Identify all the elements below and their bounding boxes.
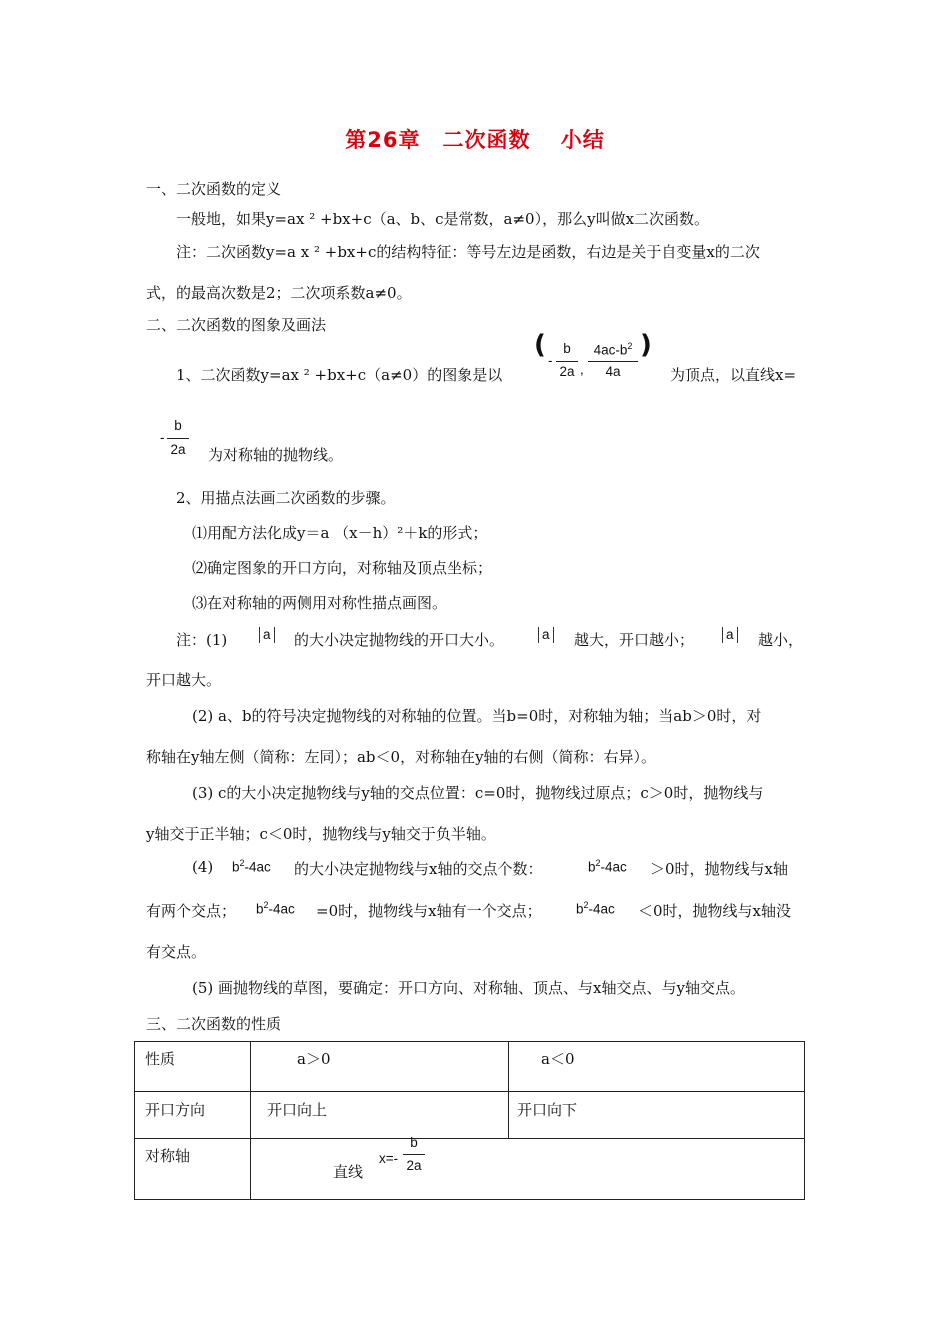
vertex-x-fraction: [548, 341, 578, 381]
vertex-y-fraction: [588, 341, 638, 381]
vertex-x-numerator: b: [563, 341, 571, 356]
note4-text-c: 有两个交点；: [146, 902, 237, 920]
discriminant-3: [256, 900, 295, 917]
page-title: 第26章 二次函数 小结: [345, 128, 605, 152]
disc-rest: -4ac: [600, 859, 627, 875]
abs-bar-left-1: [259, 627, 260, 643]
table-cell: [135, 1092, 251, 1139]
row-axis-text: 直线: [333, 1163, 364, 1181]
disc-rest: -4ac: [588, 901, 615, 917]
vertex-y-denominator: 4a: [605, 364, 621, 379]
table-row: [135, 1139, 805, 1200]
axis-numerator: b: [174, 418, 182, 433]
properties-table: [134, 1041, 805, 1200]
abs-a-2: a: [542, 627, 550, 642]
graph-item1-text: 1、二次函数y=ax ² +bx+c（a≠0）的图象是以: [176, 366, 503, 384]
table-row: [135, 1092, 805, 1139]
structure-note-line2: 式，的最高次数是2；二次项系数a≠0。: [146, 284, 412, 302]
vertex-x-denominator: 2a: [559, 364, 575, 379]
note1-label: 注：(1): [176, 631, 228, 649]
disc-b: b: [232, 859, 240, 875]
graph-item1-axis-suffix: 为对称轴的抛物线。: [208, 446, 344, 464]
note5-text: (5) 画抛物线的草图，要确定：开口方向、对称轴、顶点、与x轴交点、与y轴交点。: [192, 979, 745, 997]
note4-text-d: =0时，抛物线与x轴有一个交点；: [316, 902, 542, 920]
disc-b: b: [576, 901, 584, 917]
table-row: [135, 1042, 805, 1092]
note2-line1: (2) a、b的符号决定抛物线的对称轴的位置。当b=0时，对称轴为轴；当ab＞0时，对: [192, 707, 762, 725]
vertex-y-fraction-bar: [588, 361, 638, 362]
vertex-y-numerator: [588, 341, 638, 358]
note2-line2: 称轴在y轴左侧（简称：左同）；ab＜0，对称轴在y轴的右侧（简称：右异）。: [146, 748, 657, 766]
note4-label: (4): [192, 858, 214, 876]
section3-heading: 三、二次函数的性质: [146, 1015, 282, 1033]
row-opening-up: 开口向上: [267, 1101, 328, 1119]
axis-minus: -: [160, 430, 165, 445]
vertex-y-exponent: 2: [627, 341, 633, 351]
definition-text: 一般地，如果y=ax ² +bx+c（a、b、c是常数，a≠0），那么y叫做x二次函数。: [176, 210, 710, 228]
table-cell: [251, 1042, 509, 1092]
discriminant-2: [588, 858, 627, 875]
header-property: 性质: [145, 1050, 176, 1068]
abs-bar-left-3: [722, 627, 723, 643]
section1-heading: 一、二次函数的定义: [146, 180, 282, 198]
disc-b: b: [256, 901, 264, 917]
row-axis-prefix: x=-: [379, 1151, 399, 1166]
table-cell: [135, 1042, 251, 1092]
note1-text-a: 的大小决定抛物线的开口大小。: [294, 631, 505, 649]
disc-exponent: 2: [263, 900, 269, 910]
abs-bar-right-2: [553, 627, 554, 643]
discriminant-4: [576, 900, 615, 917]
note3-line2: y轴交于正半轴；c＜0时，抛物线与y轴交于负半轴。: [146, 825, 496, 843]
right-paren: ): [640, 330, 652, 360]
row-axis-label: 对称轴: [145, 1147, 191, 1165]
table-cell: [251, 1092, 509, 1139]
note1-text-d: 开口越大。: [146, 671, 222, 689]
step2-text: ⑵确定图象的开口方向，对称轴及顶点坐标；: [192, 559, 493, 577]
structure-note-line1: 注：二次函数y=a x ² +bx+c的结构特征：等号左边是函数，右边是关于自变量x的二次: [176, 243, 760, 261]
table-cell: [135, 1139, 251, 1200]
step1-text: ⑴用配方法化成y＝a （x－h）²＋k的形式；: [192, 524, 488, 542]
note3-line1: (3) c的大小决定抛物线与y轴的交点位置：c=0时，抛物线过原点；c＞0时，抛物线与: [192, 784, 764, 802]
left-paren: (: [534, 330, 546, 360]
table-cell: [509, 1092, 805, 1139]
abs-a-1: a: [263, 627, 271, 642]
disc-exponent: 2: [583, 900, 589, 910]
disc-exponent: 2: [595, 858, 601, 868]
abs-bar-right-3: [737, 627, 738, 643]
header-a-negative: a＜0: [541, 1050, 575, 1068]
note4-text-f: 有交点。: [146, 943, 207, 961]
abs-bar-right-1: [274, 627, 275, 643]
vertex-x-minus: -: [548, 353, 553, 368]
axis-fraction-bar: [167, 438, 189, 439]
note1-text-b: 越大，开口越小；: [574, 631, 695, 649]
header-a-positive: a＞0: [297, 1050, 331, 1068]
row-opening-label: 开口方向: [145, 1101, 206, 1119]
disc-rest: -4ac: [244, 859, 271, 875]
note4-text-b: ＞0时，抛物线与x轴: [650, 860, 789, 878]
section2-heading: 二、二次函数的图象及画法: [146, 316, 327, 334]
vertex-y-numerator-text: 4ac-b: [593, 342, 628, 358]
disc-rest: -4ac: [268, 901, 295, 917]
axis-denominator: 2a: [170, 442, 186, 457]
table-cell: [509, 1042, 805, 1092]
abs-bar-left-2: [538, 627, 539, 643]
note4-text-a: 的大小决定抛物线与x轴的交点个数：: [294, 860, 543, 878]
axis-fraction: [160, 418, 192, 460]
row-axis-denominator: 2a: [406, 1158, 422, 1173]
abs-a-3: a: [726, 627, 734, 642]
table-cell: [251, 1135, 805, 1200]
graph-item1-vertex-suffix: 为顶点，以直线x=: [670, 366, 797, 384]
discriminant-1: [232, 858, 271, 875]
graph-item2-text: 2、用描点法画二次函数的步骤。: [176, 489, 396, 507]
vertex-comma: ,: [580, 362, 584, 377]
step3-text: ⑶在对称轴的两侧用对称性描点画图。: [192, 594, 448, 612]
note1-text-c: 越小，: [758, 631, 804, 649]
disc-exponent: 2: [239, 858, 245, 868]
disc-b: b: [588, 859, 596, 875]
row-axis-numerator: b: [410, 1135, 418, 1150]
note4-text-e: ＜0时，抛物线与x轴没: [638, 902, 792, 920]
row-axis-fraction-bar: [403, 1154, 425, 1155]
row-opening-down: 开口向下: [517, 1101, 578, 1119]
vertex-x-fraction-bar: [556, 361, 578, 362]
